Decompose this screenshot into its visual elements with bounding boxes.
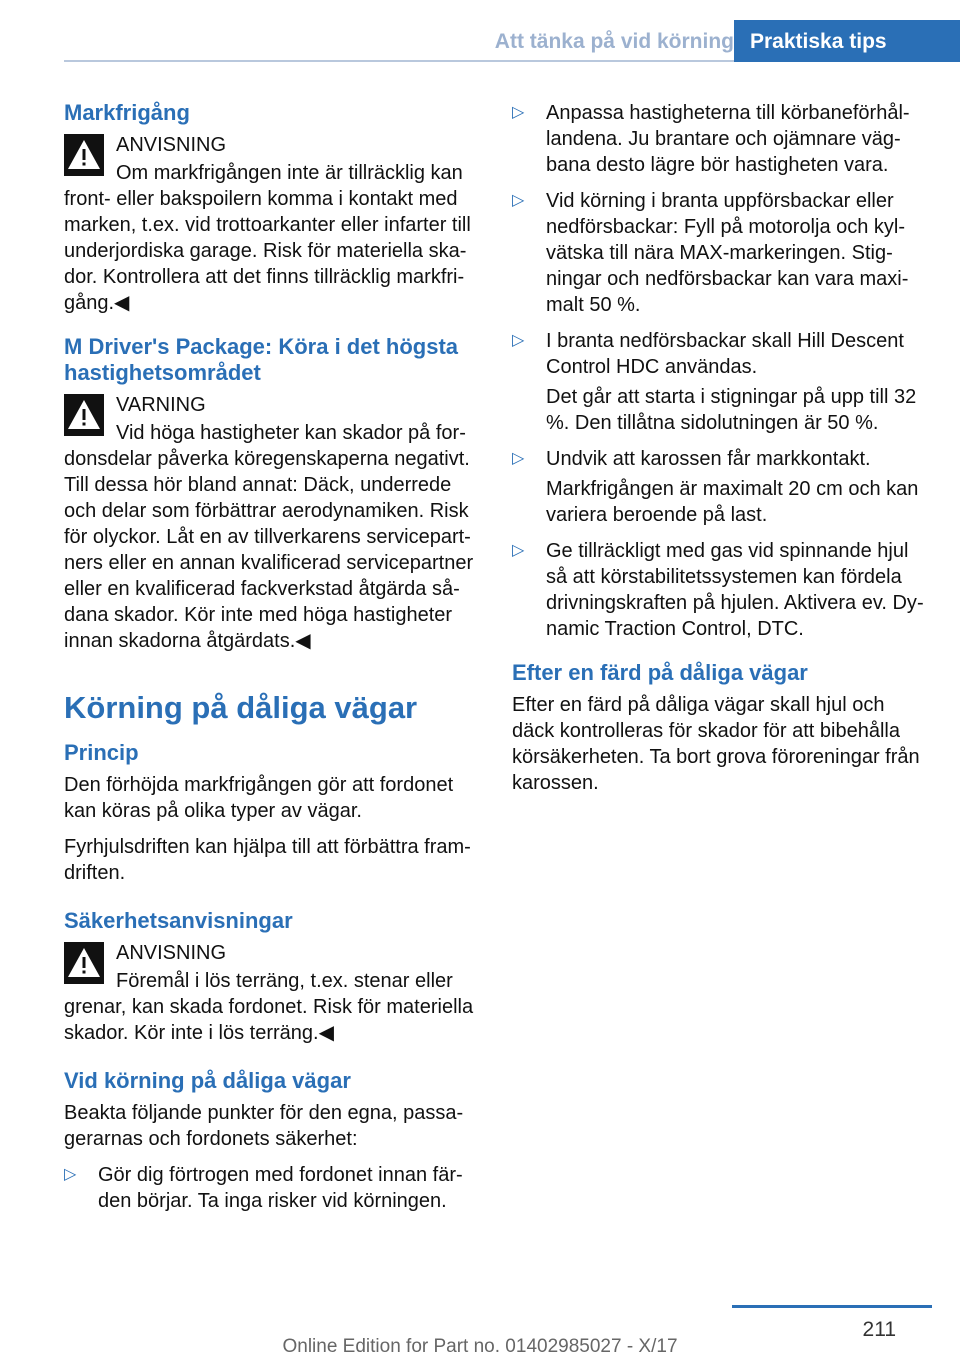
page-number: 211 — [862, 1318, 896, 1341]
list-item — [512, 328, 924, 436]
notice-text: Om markfrigången inte är tillräcklig kan front- eller bakspoilern komma i kontakt med marken, t.ex. vid trottoarkanter eller infarter till underjordiska garage. Risk för materiella skador. Kontrollera att det finns tillräcklig markfrigång.◀ — [64, 162, 471, 314]
after-paragraph: Efter en färd på dåliga vägar skall hjul och däck kontrolleras för skador för att bibehålla körsäkerheten. Ta bort grova föroreningar från karossen. — [512, 694, 920, 794]
vid-intro: Beakta följande punkter för den egna, passagerarnas och fordonets säkerhet: — [64, 1102, 464, 1150]
section-label: Att tänka på vid körning — [494, 30, 734, 53]
list-item-subtext: Det går att starta i stigningar på upp till 32 %. Den tillåtna sidolutningen är 50 %. — [546, 386, 917, 434]
heading-safety: Säkerhetsanvisningar — [64, 908, 293, 933]
notice-safety — [64, 940, 474, 1046]
notice-label: ANVISNING — [116, 134, 227, 156]
princip-paragraph-1: Den förhöjda markfrigången gör att fordonet kan köras på olika typer av vägar. — [64, 774, 454, 822]
header-rule — [64, 60, 734, 62]
warning-m-driver — [64, 392, 474, 654]
list-item — [512, 188, 924, 318]
heading-princip: Princip — [64, 740, 139, 765]
right-column — [512, 100, 924, 806]
edition-note: Online Edition for Part no. 01402985027 - X/17 — [282, 1336, 678, 1357]
warning-triangle-icon — [64, 394, 104, 436]
triangle-bullet-icon: ▷ — [64, 1166, 77, 1183]
triangle-bullet-icon: ▷ — [512, 104, 525, 121]
triangle-bullet-icon: ▷ — [512, 332, 525, 349]
warning-label: VARNING — [116, 394, 206, 416]
triangle-bullet-icon: ▷ — [512, 542, 525, 559]
notice-label: ANVISNING — [116, 942, 227, 964]
heading-m-driver: M Driver's Package: Köra i det högsta hastighetsområdet — [64, 334, 459, 385]
list-item-subtext: Markfrigången är maximalt 20 cm och kan variera beroende på last. — [546, 478, 919, 526]
princip-paragraph-2: Fyrhjulsdriften kan hjälpa till att förbättra framdriften. — [64, 836, 471, 884]
list-item-text: Gör dig förtrogen med fordonet innan färden börjar. Ta inga risker vid körningen. — [98, 1164, 463, 1212]
bullet-list-right — [512, 100, 924, 642]
heading-after: Efter en färd på dåliga vägar — [512, 660, 808, 685]
list-item — [64, 1162, 474, 1214]
list-item-text: Anpassa hastigheterna till körbaneförhållandena. Ju brantare och ojämnare vägbana desto lägre bör hastigheten vara. — [546, 102, 910, 176]
warning-triangle-icon — [64, 942, 104, 984]
left-column — [64, 100, 474, 1224]
heading-vid-korning: Vid körning på dåliga vägar — [64, 1068, 351, 1093]
page-header — [0, 20, 960, 62]
notice-text: Föremål i lös terräng, t.ex. stenar eller grenar, kan skada fordonet. Risk för materiella skador. Kör inte i lös terräng.◀ — [64, 970, 474, 1044]
heading-markfrigang: Markfrigång — [64, 100, 190, 125]
chapter-title: Körning på dåliga vägar — [64, 690, 418, 725]
list-item — [512, 538, 924, 642]
footer-rule — [732, 1305, 932, 1308]
triangle-bullet-icon: ▷ — [512, 450, 525, 467]
list-item — [512, 446, 924, 528]
list-item-text: Vid körning i branta uppförsbackar eller nedförsbackar: Fyll på motorolja och kylvätska till nära MAX-markeringen. Stigningar och nedförsbackar kan vara maximalt 50 %. — [546, 190, 909, 316]
list-item — [512, 100, 924, 178]
list-item-text: Ge tillräckligt med gas vid spinnande hjul så att körstabilitetssystemen kan fördela drivningskraften på hjulen. Aktivera ev. Dynamic Traction Control, DTC. — [546, 540, 924, 640]
bullet-list-left — [64, 1162, 474, 1214]
warning-triangle-icon — [64, 134, 104, 176]
warning-text: Vid höga hastigheter kan skador på fordonsdelar påverka köregenskaperna negativt. Till dessa hör bland annat: Däck, underrede och delar som förbättrar aerodynamiken. Risk för olyckor. Låt en av tillverkarens servicepartners eller en annan kvalificerad servicepartner eller en kvalificerad fackverkstad åtgärda sådana skador. Kör inte med höga hastigheter innan skadorna åtgärdats.◀ — [64, 422, 474, 652]
chapter-tab: Praktiska tips — [734, 20, 960, 62]
list-item-text: Undvik att karossen får markkontakt. — [546, 448, 871, 470]
notice-markfrigang — [64, 132, 474, 316]
triangle-bullet-icon: ▷ — [512, 192, 525, 209]
list-item-text: I branta nedförsbackar skall Hill Descent Control HDC användas. — [546, 330, 904, 378]
